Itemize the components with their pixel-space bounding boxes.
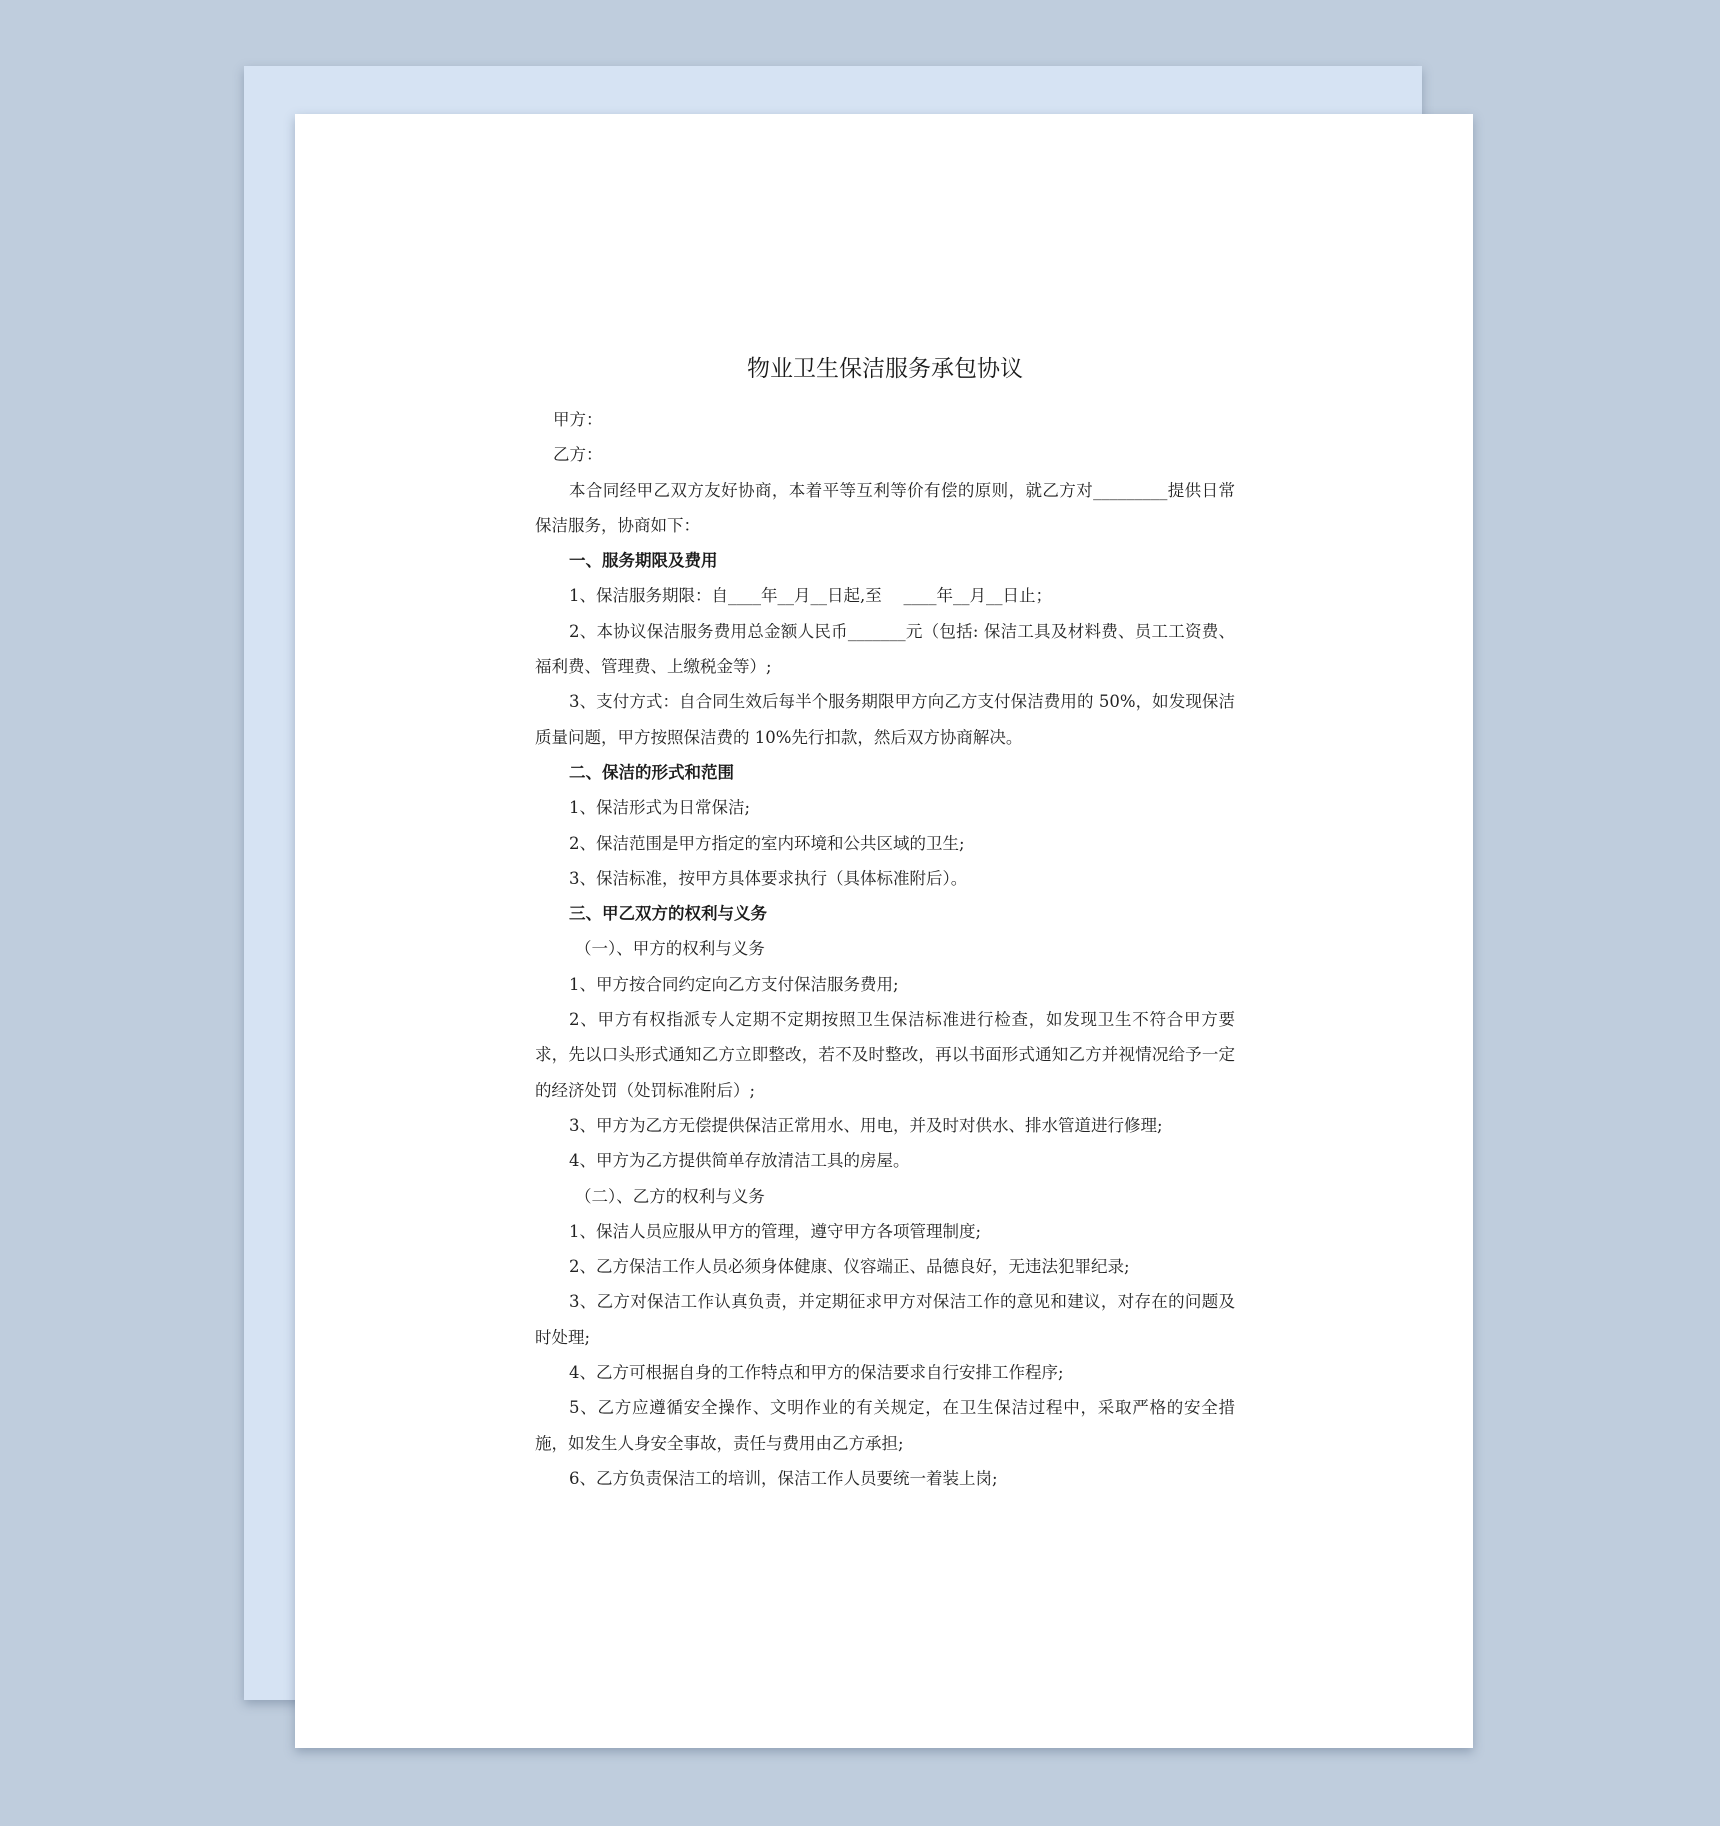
section-3a-heading: （一）、甲方的权利与义务	[575, 939, 765, 959]
section-3-heading: 三、甲乙双方的权利与义务	[569, 904, 767, 924]
section-3b-item-5: 5、乙方应遵循安全操作、文明作业的有关规定，在卫生保洁过程中，采取严格的安全措施，如发生人身安全事故，责任与费用由乙方承担;	[535, 1398, 1235, 1453]
section-3b-item-3: 3、乙方对保洁工作认真负责，并定期征求甲方对保洁工作的意见和建议，对存在的问题及时处理;	[535, 1292, 1235, 1347]
section-3b-item-1: 1、保洁人员应服从甲方的管理，遵守甲方各项管理制度;	[569, 1221, 982, 1241]
section-2-item-1: 1、保洁形式为日常保洁;	[569, 798, 751, 818]
document-body	[535, 354, 1235, 1496]
section-1-item-2: 2、本协议保洁服务费用总金额人民币_______元（包括: 保洁工具及材料费、员工工资费、福利费、管理费、上缴税金等）;	[535, 621, 1235, 677]
document-title: 物业卫生保洁服务承包协议	[747, 356, 1023, 382]
section-3a-item-4: 4、甲方为乙方提供简单存放清洁工具的房屋。	[569, 1151, 910, 1171]
section-3b-item-6: 6、乙方负责保洁工的培训，保洁工作人员要统一着装上岗;	[569, 1468, 998, 1488]
party-b-line: 乙方：	[553, 445, 603, 465]
document-page	[295, 114, 1473, 1748]
section-3b-heading: （二）、乙方的权利与义务	[575, 1186, 765, 1206]
section-2-item-3: 3、保洁标准，按甲方具体要求执行（具体标准附后）。	[569, 868, 968, 888]
section-2-heading: 二、保洁的形式和范围	[569, 762, 734, 782]
section-3a-item-2: 2、甲方有权指派专人定期不定期按照卫生保洁标准进行检查，如发现卫生不符合甲方要求，先以口头形式通知乙方立即整改，若不及时整改，再以书面形式通知乙方并视情况给予一定的经济处罚（处罚标准附后）;	[535, 1010, 1235, 1100]
section-1-item-1: 1、保洁服务期限：自____年__月__日起,至 ____年__月__日止；	[569, 586, 1052, 606]
section-2-item-2: 2、保洁范围是甲方指定的室内环境和公共区域的卫生;	[569, 833, 965, 853]
section-3a-item-3: 3、甲方为乙方无偿提供保洁正常用水、用电，并及时对供水、排水管道进行修理;	[569, 1115, 1163, 1135]
section-1-heading: 一、服务期限及费用	[569, 551, 718, 571]
party-a-line: 甲方：	[553, 410, 603, 429]
intro-paragraph: 本合同经甲乙双方友好协商，本着平等互利等价有偿的原则，就乙方对_________提供日常保洁服务，协商如下：	[535, 480, 1235, 535]
section-3a-item-1: 1、甲方按合同约定向乙方支付保洁服务费用;	[569, 974, 899, 994]
section-3b-item-2: 2、乙方保洁工作人员必须身体健康、仪容端正、品德良好，无违法犯罪纪录;	[569, 1257, 1130, 1277]
section-1-item-3: 3、支付方式：自合同生效后每半个服务期限甲方向乙方支付保洁费用的 50%，如发现保洁质量问题，甲方按照保洁费的 10%先行扣款，然后双方协商解决。	[535, 692, 1235, 747]
section-3b-item-4: 4、乙方可根据自身的工作特点和甲方的保洁要求自行安排工作程序;	[569, 1363, 1064, 1383]
